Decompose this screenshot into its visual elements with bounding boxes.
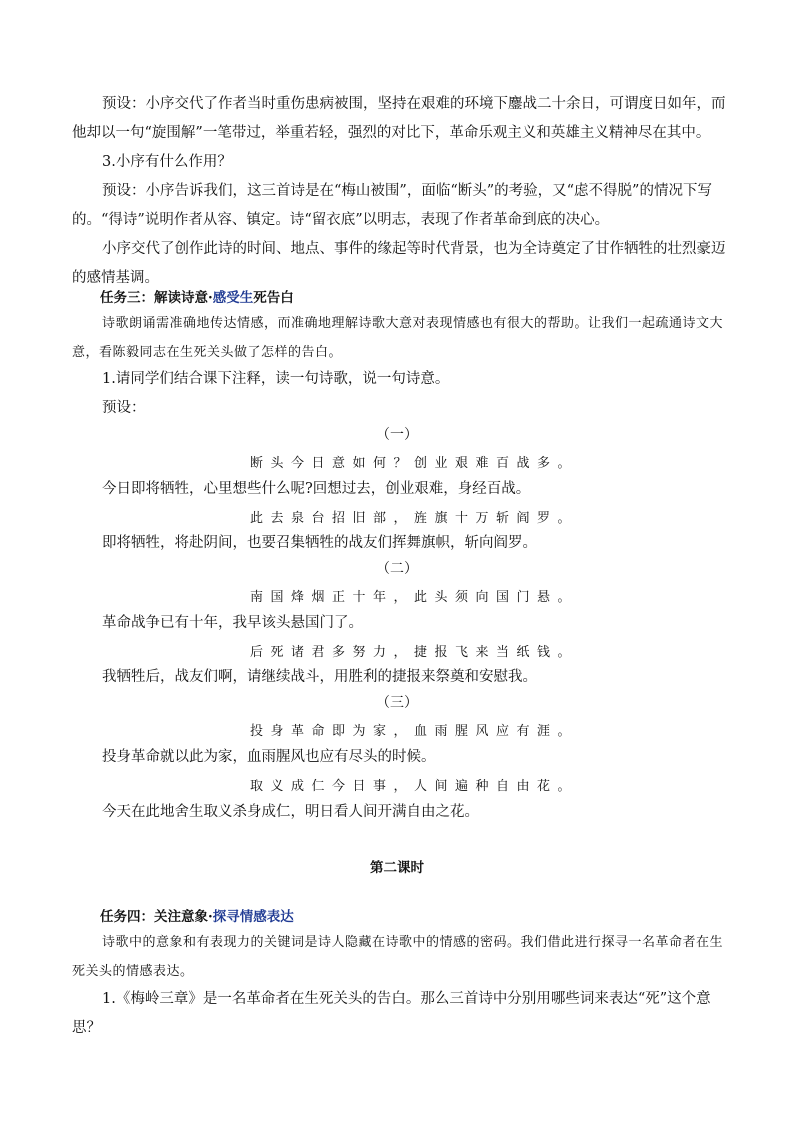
poem-number-1: （一） (376, 427, 418, 443)
preset-paragraph-a: 预设：小序交代了作者当时重伤患病被围，坚持在艰难的环境下鏖战二十余日，可谓度日如年，而他却以一句“旋围解”一笔带过，举重若轻，强烈的对比下，革命乐观主义和英雄主义精神尽在其中。 (72, 96, 726, 141)
task4-title-plain: 任务四：关注意象· (100, 909, 213, 925)
verse-meaning: 今天在此地舍生取义杀身成仁，明日看人间开满自由之花。 (102, 804, 479, 820)
verse-meaning: 今日即将牺牲，心里想些什么呢?回想过去，创业艰难，身经百战。 (102, 481, 531, 497)
task4-title (100, 905, 294, 925)
poem-verse: 南国烽烟正十年，此头须向国门悬。 (250, 590, 579, 605)
task4-question-1: 1.《梅岭三章》是一名革命者在生死关头的告白。那么三首诗中分别用哪些词来表达“死”这个意思？ (72, 991, 711, 1036)
task3-question-1: 1.请同学们结合课下注释，读一句诗歌，说一句诗意。 (102, 371, 450, 387)
poem-number-3: （三） (376, 695, 418, 711)
poem-number-2: （二） (376, 561, 418, 577)
poem-verse: 后死诸君多努力，捷报飞来当纸钱。 (250, 645, 579, 660)
task4-intro: 诗歌中的意象和有表现力的关键词是诗人隐藏在诗歌中的情感的密码。我们借此进行探寻一名革命者在生死关头的情感表达。 (72, 935, 724, 979)
poem-verse: 断头今日意如何？创业艰难百战多。 (250, 456, 579, 471)
verse-meaning: 我牺牲后，战友们啊，请继续战斗，用胜利的捷报来祭奠和安慰我。 (102, 669, 537, 685)
lesson2-heading: 第二课时 (370, 860, 424, 876)
poem-verse: 取义成仁今日事，人间遍种自由花。 (250, 779, 579, 794)
verse-meaning: 革命战争已有十年，我早该头悬国门了。 (102, 615, 363, 631)
verse-meaning: 即将牺牲，将赴阴间，也要召集牺牲的战友们挥舞旗帜，斩向阎罗。 (102, 535, 537, 551)
verse-meaning: 投身革命就以此为家，血雨腥风也应有尽头的时候。 (102, 749, 436, 765)
task3-title-tail: 死告白 (253, 290, 294, 306)
poem-verse: 此去泉台招旧部，旌旗十万斩阎罗。 (250, 511, 579, 526)
poem-verse: 投身革命即为家，血雨腥风应有涯。 (250, 724, 579, 739)
question-3: 3.小序有什么作用？ (102, 154, 232, 170)
summary-paragraph: 小序交代了创作此诗的时间、地点、事件的缘起等时代背景，也为全诗奠定了甘作牺牲的壮烈豪迈的感情基调。 (72, 241, 726, 286)
task4-title-highlight: 探寻情感表达 (212, 909, 294, 925)
preset-label: 预设： (102, 400, 146, 416)
task3-title-plain: 任务三：解读诗意· (100, 290, 213, 306)
task3-title-highlight: 感受生 (212, 290, 254, 306)
task3-title (100, 286, 294, 306)
preset-paragraph-b: 预设：小序告诉我们，这三首诗是在“梅山被围”，面临“断头”的考验，又“虑不得脱”的情况下写的。“得诗”说明作者从容、镇定。诗“留衣底”以明志，表现了作者革命到底的决心。 (72, 183, 712, 228)
task3-intro: 诗歌朗诵需准确地传达情感，而准确地理解诗歌大意对表现情感也有很大的帮助。让我们一起疏通诗文大意，看陈毅同志在生死关头做了怎样的告白。 (72, 316, 724, 360)
